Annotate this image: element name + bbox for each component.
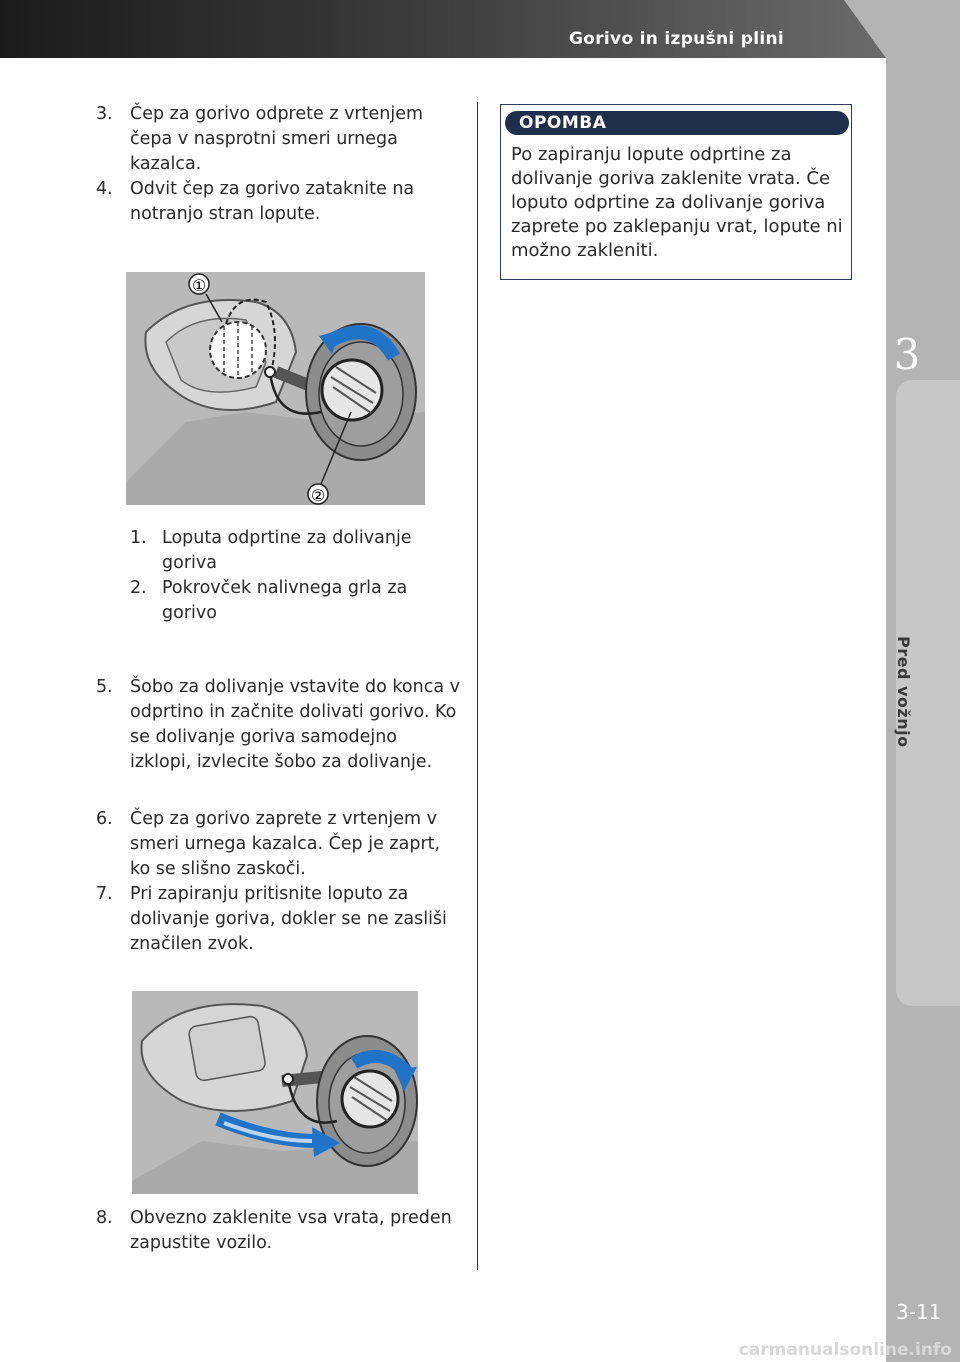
step-text: Šobo za dolivanje vstavite do konca v odprtino in začnite dolivati gorivo. Ko se dolivanje goriva samodejno izklopi, izvlecite šobo za dolivanje. xyxy=(130,677,460,772)
page-number: 3-11 xyxy=(896,1300,942,1324)
step-text: Čep za gorivo zaprete z vrtenjem v smeri urnega kazalca. Čep je zaprt, ko se slišno zaskoči. xyxy=(130,809,441,879)
watermark: carmanualsonline.info xyxy=(738,1340,952,1360)
step-number: 6. xyxy=(96,809,113,829)
callout-2: ② xyxy=(310,486,326,505)
fuel-cap-open-illustration xyxy=(126,272,425,505)
step-number: 3. xyxy=(96,104,113,124)
section-title: Gorivo in izpušni plini xyxy=(569,29,784,49)
legend-item-2 xyxy=(130,576,430,626)
step-number: 7. xyxy=(96,884,113,904)
chapter-name: Pred vožnjo xyxy=(894,636,913,748)
note-title-bar xyxy=(505,111,849,135)
side-tab-notch xyxy=(844,0,886,58)
step-6 xyxy=(96,807,460,882)
callout-1: ① xyxy=(191,276,207,295)
legend-item-1 xyxy=(130,526,430,576)
chapter-number: 3 xyxy=(893,330,921,379)
step-number: 8. xyxy=(96,1208,113,1228)
step-7 xyxy=(96,882,460,957)
note-box xyxy=(500,104,852,280)
legend-number: 1. xyxy=(130,528,147,548)
step-3 xyxy=(96,102,460,177)
step-8 xyxy=(96,1206,460,1256)
legend-text: Loputa odprtine za dolivanje goriva xyxy=(162,528,412,573)
step-text: Čep za gorivo odprete z vrtenjem čepa v nasprotni smeri urnega kazalca. xyxy=(130,104,424,174)
step-4 xyxy=(96,177,460,227)
fuel-cap-closing-illustration xyxy=(132,991,418,1194)
step-5 xyxy=(96,675,460,775)
step-text: Pri zapiranju pritisnite loputo za dolivanje goriva, dokler se ne zasliši značilen zvok. xyxy=(130,884,447,954)
page-header xyxy=(0,0,890,58)
step-text: Obvezno zaklenite vsa vrata, preden zapustite vozilo. xyxy=(130,1208,452,1253)
step-text: Odvit čep za gorivo zataknite na notranjo stran lopute. xyxy=(130,179,415,224)
legend-number: 2. xyxy=(130,578,147,598)
step-number: 4. xyxy=(96,179,113,199)
note-text: Po zapiranju lopute odprtine za dolivanje goriva zaklenite vrata. Če loputo odprtine za dolivanje goriva zaprete po zaklepanju vrat, lopute ni možno zakleniti. xyxy=(511,144,843,261)
column-divider xyxy=(477,102,478,1270)
note-title: OPOMBA xyxy=(519,113,607,133)
legend-text: Pokrovček nalivnega grla za gorivo xyxy=(162,578,408,623)
step-number: 5. xyxy=(96,677,113,697)
